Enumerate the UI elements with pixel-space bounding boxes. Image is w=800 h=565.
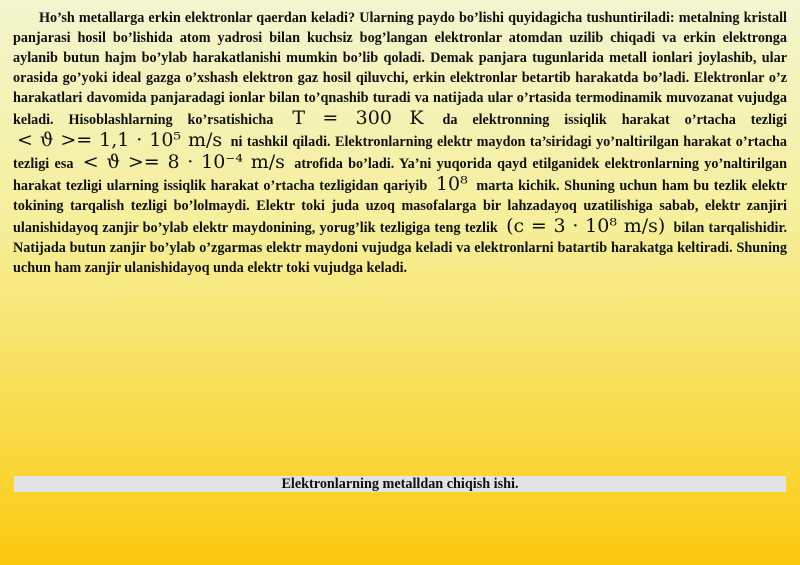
text-segment: ni tashkil qiladi. Elektronlarning elektr maydon ta’siridagi yo’naltirilgan harakat o’rtacha tezligi esa	[13, 134, 788, 172]
body-paragraph	[13, 8, 787, 278]
text-segment: marta kichik. Shuning uchun ham bu tezlik elektr tokining tarqalish tezligi bo’lolmaydi. Elektr toki juda uzoq masofalarga bir lahzadayoq uzatilishiga sabab, elektr zanjiri ulanishidayoq zanjir bo’ylab elektr maydonining, yorug’lik tezligiga teng tezlik	[13, 178, 788, 236]
text-segment: Ho’sh metallarga erkin elektronlar qaerdan keladi? Ularning paydo bo’lishi quyidagicha tushuntiriladi: metalning kristall panjarasi hosil bo’lishida atom yadrosi bilan kuchsiz bog’langan elektronlar atomdan uzilib chiqadi va erkin elektronga aylanib butun hajm bo’ylab harakatlanishi mumkin bo’lib qoladi. Demak panjara tugunlarida metall ionlari joylashib, ular orasida go’yoki ideal gazga o’xshash elektron gaz hosil qiluvchi, erkin elektronlar betartib harakatda bo’ladi. Elektronlar o’z harakatlari davomida panjaradagi ionlar bilan to’qnashib turadi va natijada ular o’rtasida termodinamik muvozanat vujudga keladi. Hisoblashlarning ko’rsatishicha	[13, 10, 787, 128]
formula-thermal-velocity: < ϑ >= 1,1 · 10⁵ m/s	[17, 129, 223, 151]
text-segment: da elektronning issiqlik harakat o’rtacha tezligi	[442, 112, 788, 128]
formula-drift-velocity: < ϑ >= 8 · 10⁻⁴ m/s	[82, 151, 285, 173]
text-segment: atrofida bo’ladi. Ya’ni yuqorida qayd etilganidek elektronlarning yo’naltirilgan harakat tezligi ularning issiqlik harakat o’rtacha tezligidan qariyib	[13, 156, 788, 194]
formula-ratio: 10⁸	[435, 173, 468, 195]
formula-light-speed: (c = 3 · 10⁸ m/s)	[506, 215, 666, 237]
section-heading: Elektronlarning metalldan chiqish ishi.	[14, 476, 786, 492]
formula-temperature: T = 300 K	[292, 107, 424, 129]
text-segment: bilan tarqalishidir. Natijada butun zanjir bo’ylab o’zgarmas elektr maydoni vujudga keladi va elektronlarni batartib harakatga keltiradi. Shuning uchun ham zanjir ulanishidayoq unda elektr toki vujudga keladi.	[13, 220, 788, 276]
